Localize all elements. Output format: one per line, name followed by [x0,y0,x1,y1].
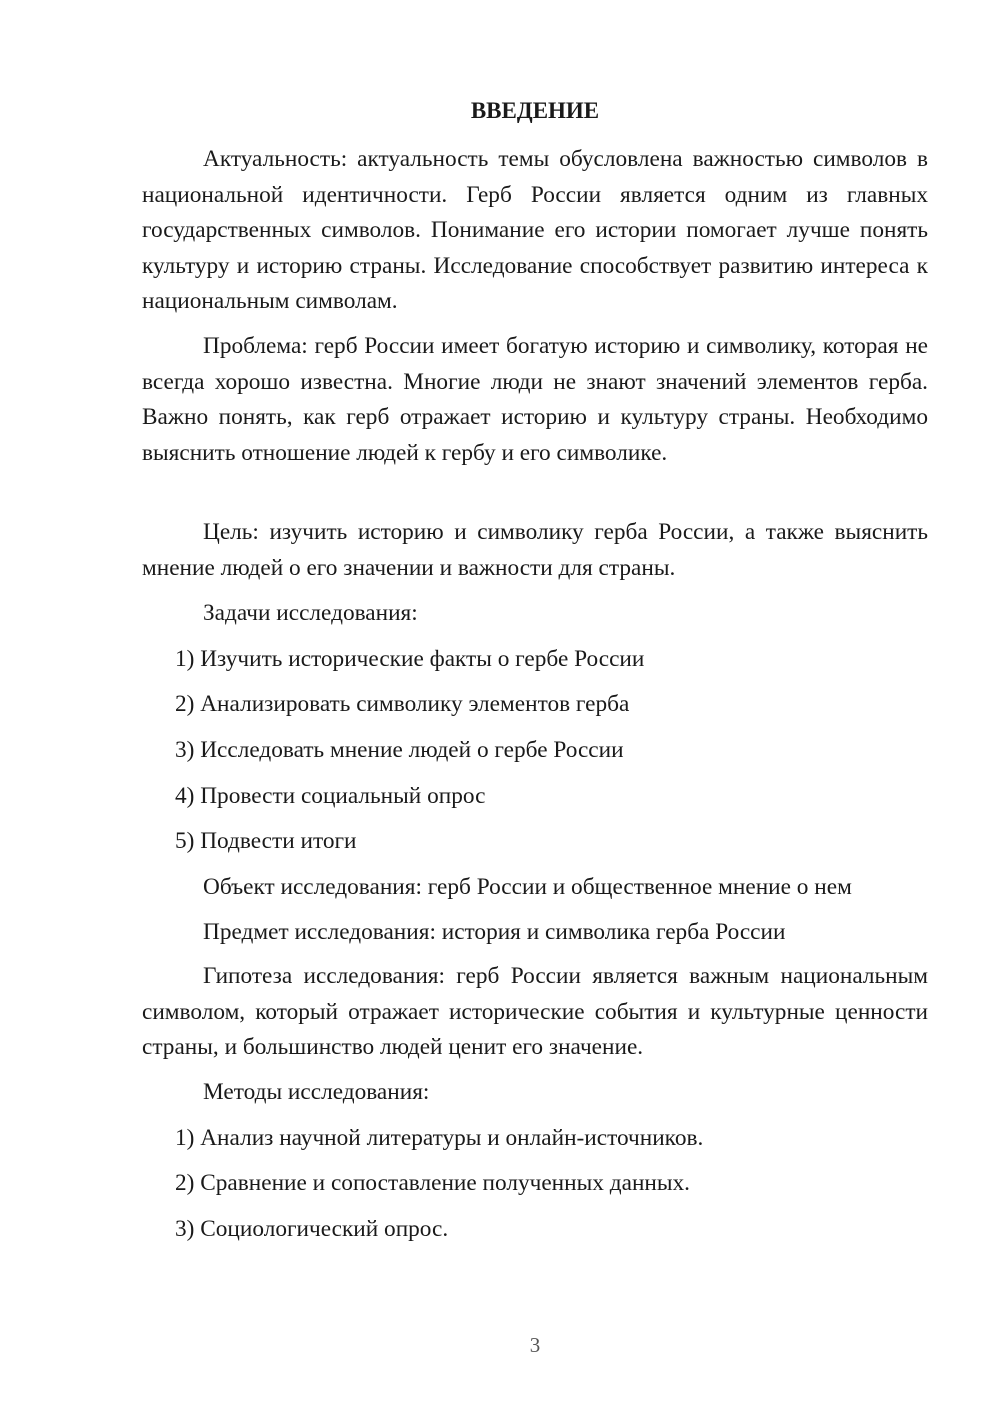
relevance-paragraph: Актуальность: актуальность темы обусловлена важностью символов в национальной идентичности. Герб России является одним из главных государственных символов. Понимание его истории помогает лучше понять культуру и историю страны. Исследование способствует развитию интереса к национальным символам. [142,146,928,314]
tasks-heading: Задачи исследования: [203,600,418,626]
task-item-1: 1) Изучить исторические факты о гербе России [175,646,645,672]
method-item-1: 1) Анализ научной литературы и онлайн-источников. [175,1125,704,1151]
section-title: ВВЕДЕНИЕ [470,98,600,123]
goal-paragraph: Цель: изучить историю и символику герба России, а также выяснить мнение людей о его значении и важности для страны. [142,519,928,581]
task-item-4: 4) Провести социальный опрос [175,783,486,809]
hypothesis-paragraph: Гипотеза исследования: герб России является важным национальным символом, который отражает исторические события и культурные ценности страны, и большинство людей ценит его значение. [142,963,928,1060]
research-object: Объект исследования: герб России и общественное мнение о нем [203,874,852,900]
research-subject: Предмет исследования: история и символика герба России [203,919,786,945]
method-item-3: 3) Социологический опрос. [175,1216,449,1242]
task-item-3: 3) Исследовать мнение людей о гербе России [175,737,624,763]
task-item-5: 5) Подвести итоги [175,828,357,854]
task-item-2: 2) Анализировать символику элементов герба [175,691,630,717]
method-item-2: 2) Сравнение и сопоставление полученных данных. [175,1170,690,1196]
methods-heading: Методы исследования: [203,1079,430,1105]
page-number: 3 [529,1333,541,1357]
problem-paragraph: Проблема: герб России имеет богатую историю и символику, которая не всегда хорошо известна. Многие люди не знают значений элементов герба. Важно понять, как герб отражает историю и культуру страны. Необходимо выяснить отношение людей к гербу и его символике. [142,333,928,466]
